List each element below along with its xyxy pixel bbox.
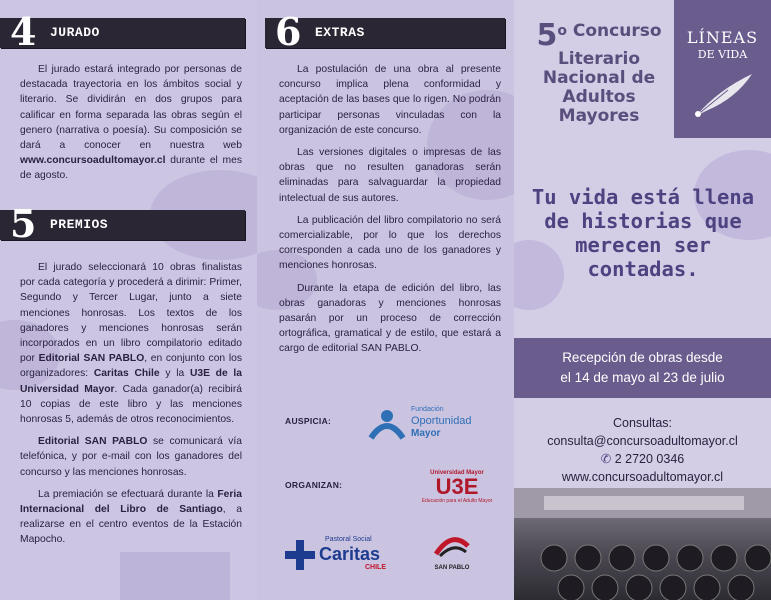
title-number: 5: [536, 18, 558, 53]
decor-block: [120, 552, 230, 600]
contact-email[interactable]: consulta@concursoadultomayor.cl: [547, 434, 738, 448]
text-bold: Caritas Chile: [93, 368, 160, 380]
caritas-sub: CHILE: [365, 564, 386, 571]
text-span: , a realizarse en el centro eventos de la Estación Mapocho.: [20, 504, 242, 546]
text-span: El jurado seleccionará 10 obras finalistas por cada categoría y procederá a dirimir: Primer, Segundo y Tercer Lugar, junto a siete menciones honrosas. Los textos de los ganadores y menciones honrosas serán incorporados en un libro compilatorio editado por: [20, 262, 242, 365]
u3e-name: U3E: [435, 474, 479, 499]
section-number: 6: [275, 9, 302, 54]
san-pablo-logo: [417, 534, 487, 578]
panel-middle: [257, 0, 514, 600]
typewriter-photo: [514, 488, 771, 600]
san-pablo-icon: [434, 534, 470, 560]
extras-paragraph: Durante la etapa de edición del libro, las obras ganadoras y menciones honrosas pasarán por un proceso de corrección ortográfica, gramatical y de estilo, que estará a cargo de editorial SAN PABLO.: [279, 282, 501, 355]
contact-web[interactable]: www.concursoadultomayor.cl: [561, 470, 724, 484]
caritas-top: Pastoral Social: [325, 536, 372, 543]
jurado-paragraph: El jurado estará integrado por personas de destacada trayectoria en los ámbitos social y literario. Se dividirán en dos grupos para calificar en forma separada las obras según el genero (narrativa o poesía). Su composición se dará a conocer en nuestra web: [20, 64, 242, 152]
panel-cover: [514, 0, 771, 600]
text-span: y la: [159, 368, 190, 380]
reception-line-2: el 14 de mayo al 23 de julio: [560, 370, 725, 385]
text-span: . Cada ganador(a) recibirá 10 copias de este libro y las menciones honrosas 5, además de otros reconocimientos.: [20, 383, 242, 426]
fom-top-text: Fundación: [411, 406, 444, 413]
phone-icon: ✆: [600, 452, 612, 466]
title-superscript: o: [557, 23, 567, 39]
title-line: Mayores: [558, 106, 640, 126]
caritas-name: Caritas: [319, 544, 381, 564]
section-banner-extras: [265, 9, 505, 54]
section-banner-jurado: [0, 9, 245, 54]
lineas-de-vida-logo: [674, 0, 771, 138]
auspicia-label: AUSPICIA:: [285, 416, 332, 426]
organizan-label: ORGANIZAN:: [285, 480, 343, 490]
jurado-text: [20, 62, 242, 191]
caritas-cross-icon: [285, 540, 315, 570]
panel-left: [0, 0, 257, 600]
contact-block: [514, 414, 771, 486]
text-bold: Editorial SAN PABLO: [38, 353, 145, 365]
logo-line-1: LÍNEAS: [686, 28, 759, 47]
fom-mid-text: Oportunidad: [411, 415, 472, 427]
contact-phone-row[interactable]: [514, 450, 771, 468]
text-bold: Feria Internacional del Libro de Santiago: [20, 488, 242, 516]
text-bold: U3E de la Universidad Mayor: [20, 368, 242, 395]
section-title: EXTRAS: [315, 25, 365, 40]
u3e-logo: [417, 470, 497, 514]
contact-heading: Consultas:: [612, 416, 673, 430]
section-banner-premios: [0, 201, 245, 246]
typewriter-illustration: [514, 488, 771, 600]
extras-paragraph: La postulación de una obra al presente concurso implica plena conformidad y aceptación de las bases que lo rigen. No podrán participar personas vinculadas con la organización de este concurso.: [279, 64, 501, 136]
text-span: La premiación se efectuará durante la: [38, 488, 218, 500]
extras-text: [279, 62, 501, 364]
title-line: Literario: [557, 49, 641, 69]
u3e-sub: Educación para el Adulto Mayor: [421, 498, 493, 504]
u3e-top-text: Universidad Mayor: [430, 470, 484, 476]
reception-dates-box: [514, 338, 771, 398]
section-number: 5: [10, 201, 37, 246]
cover-tagline: Tu vida está llena de historias que merecen ser contadas.: [531, 185, 755, 281]
text-span: , en conjunto con los organizadores:: [20, 353, 243, 380]
oportunidad-mayor-icon: [367, 408, 407, 444]
contact-phone[interactable]: 2 2720 0346: [614, 452, 685, 466]
fom-bot-text: Mayor: [411, 428, 441, 439]
title-line: Adultos: [562, 87, 636, 107]
caritas-logo: [285, 530, 395, 574]
title-line: Concurso: [572, 21, 662, 41]
section-title: JURADO: [50, 25, 100, 40]
text-span: se comunicará vía telefónica, y por e-mail con los ganadores del concurso y las menciones honrosas.: [20, 436, 242, 478]
premios-text: [20, 260, 242, 555]
fundacion-oportunidad-mayor-logo: [367, 404, 497, 448]
jurado-paragraph-end: durante el mes de agosto.: [20, 155, 242, 182]
section-number: 4: [10, 9, 37, 54]
text-bold: Editorial SAN PABLO: [38, 436, 148, 448]
logo-line-2: DE VIDA: [697, 48, 748, 61]
cover-title: [524, 18, 674, 126]
title-line: Nacional de: [542, 68, 656, 88]
extras-paragraph: Las versiones digitales o impresas de las obras que no resulten ganadoras serán eliminadas para salvaguardar la propiedad intelectual de sus autores.: [279, 147, 501, 204]
section-title: PREMIOS: [50, 217, 109, 232]
san-pablo-text: SAN PABLO: [434, 565, 470, 571]
feather-pen-icon: [688, 70, 758, 120]
jurado-web-link[interactable]: www.concursoadultomayor.cl: [20, 155, 166, 167]
reception-line-1: Recepción de obras desde: [562, 350, 723, 365]
extras-paragraph: La publicación del libro compilatorio no será comercializable, por lo que los derechos corresponden a cada uno de los ganadores y menciones honrosas.: [279, 214, 501, 272]
